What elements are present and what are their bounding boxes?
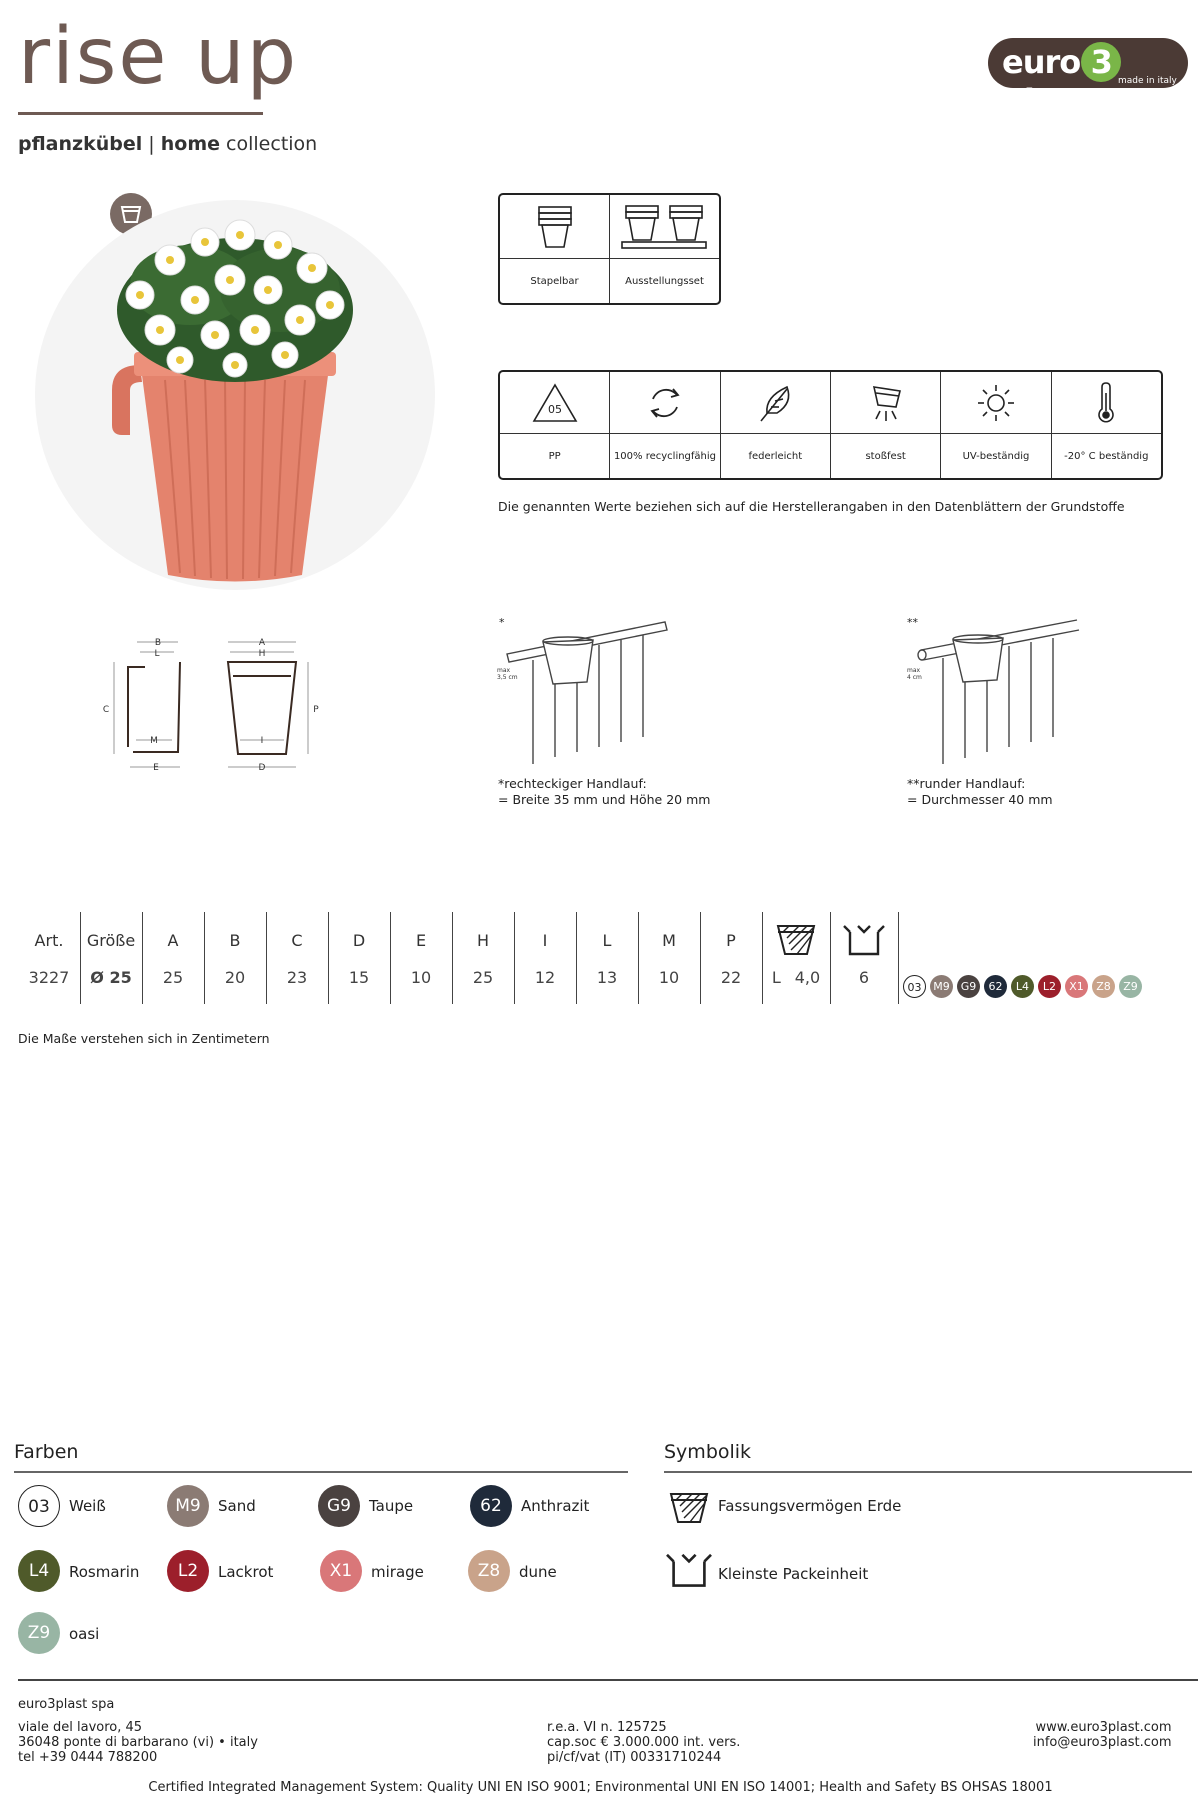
spec-header: A [167,931,179,950]
color-name-x1: mirage [371,1563,424,1581]
brand-logo [988,32,1188,120]
feature-recyclable-icon-cell [610,372,719,434]
soil-capacity-legend-label: Fassungsvermögen Erde [718,1497,902,1515]
feature-box-material [498,370,1163,480]
spec-col-a [142,912,204,1004]
spec-col-d [328,912,390,1004]
soil-capacity-legend-icon [668,1490,710,1526]
colors-section-rule [14,1471,628,1473]
rectangular-rail-drawing [495,612,685,772]
color-swatch-z8: Z8 [468,1550,510,1592]
symbols-section-title: Symbolik [664,1441,752,1463]
spec-col-capacity [762,912,830,1004]
spec-col-l [576,912,638,1004]
dim-label-i: I [260,736,264,746]
page-subtitle [18,133,317,155]
feature-recyclable [610,372,720,478]
page-title: rise up [18,12,299,102]
feature-display-set-icon-cell [610,195,719,259]
color-swatch-l4: L4 [18,1550,60,1592]
soil-capacity-icon [775,922,817,958]
color-swatch-g9: G9 [318,1485,360,1527]
color-name-g9: Taupe [369,1497,414,1515]
logo-part-plast: plast [1002,82,1087,120]
display-set-icon [620,202,710,252]
footer-certification: Certified Integrated Management System: Quality UNI EN ISO 9001; Environmental UNI EN ISO 14001; Health and Safety BS OHSAS 18001 [148,1780,1053,1795]
spec-header: Art. [34,931,64,950]
footer-rule [18,1679,1198,1681]
rail1-marker: * [499,616,505,629]
color-swatch-62: 62 [470,1485,512,1527]
color-name-03: Weiß [69,1497,106,1515]
spec-header: C [291,931,303,950]
package-icon [842,918,886,958]
spec-divider [898,912,899,1004]
spec-value: Ø 25 [90,968,132,987]
color-swatch-03: 03 [18,1485,60,1527]
spec-header: D [352,931,366,950]
feature-stackable-label: Stapelbar [530,275,579,287]
color-swatch-l2: L2 [167,1550,209,1592]
spec-header: I [542,931,548,950]
feature-impact-icon-cell [831,372,940,434]
color-name-z8: dune [519,1563,557,1581]
feature-lightweight-label: federleicht [748,450,803,462]
footer-address [18,1720,258,1765]
feature-pp-icon-cell [500,372,609,434]
product-photo [30,190,440,610]
color-name-l2: Lackrot [218,1563,274,1581]
recycling-code-text: 05 [547,402,562,416]
material-values-note: Die genannten Werte beziehen sich auf die Herstellerangaben in den Datenblättern der Grundstoffe [498,499,1125,514]
feature-lightweight [721,372,831,478]
logo-part-three: 3 [1081,42,1121,82]
color-name-62: Anthrazit [521,1497,590,1515]
footer-registry-line: pi/cf/vat (IT) 00331710244 [547,1750,722,1765]
spec-header: Größe [86,931,136,950]
impact-icon [864,381,908,425]
spec-value: 10 [410,968,432,987]
spec-swatch-03: 03 [903,975,926,998]
dim-label-h: H [258,649,266,659]
spec-col-c [266,912,328,1004]
footer-website-link[interactable]: www.euro3plast.com [1035,1720,1172,1735]
spec-col-pack [830,912,898,1004]
dim-label-e: E [153,763,159,773]
dim-label-c: C [102,705,110,715]
spec-header: P [726,931,736,950]
color-name-l4: Rosmarin [69,1563,140,1581]
logo-part-euro: euro [1002,43,1081,81]
rail2-note [907,776,1053,808]
spec-col-p [700,912,762,1004]
spec-swatch-z9: Z9 [1119,975,1142,998]
spec-value: 10 [658,968,680,987]
spec-swatch-62: 62 [984,975,1007,998]
feature-frost-label: -20° C beständig [1064,450,1149,462]
feature-box-handling [498,193,721,305]
spec-swatch-z8: Z8 [1092,975,1115,998]
recycle-arrows-icon [643,381,687,425]
dimension-drawing [100,632,355,777]
rail1-max-label: max [497,667,511,674]
feature-uv-label: UV-beständig [962,450,1030,462]
spec-col-h [452,912,514,1004]
package-legend-icon [664,1546,714,1590]
rail1-max-value: 3,5 cm [497,674,518,681]
rail2-note-title: **runder Handlauf: [907,776,1026,791]
spec-header: H [476,931,490,950]
spec-value: 20 [224,968,246,987]
color-name-m9: Sand [218,1497,256,1515]
spec-value: 22 [720,968,742,987]
feature-impact-resistant [831,372,941,478]
spec-value: 25 [472,968,494,987]
dim-label-d: D [258,763,266,773]
spec-pack-value: 6 [858,968,870,987]
feature-lightweight-icon-cell [721,372,830,434]
spec-capacity-value [762,958,830,1004]
spec-capacity-header [762,912,830,958]
subtitle-separator: | [142,133,161,155]
color-swatch-m9: M9 [167,1485,209,1527]
spec-value: 12 [534,968,556,987]
feature-stackable-icon-cell [500,195,609,259]
spec-table [18,912,1183,1004]
logo-tagline: made in italy [1118,76,1177,86]
feature-display-set [610,195,719,303]
feature-pp-label: PP [548,450,561,462]
rail1-note-title: *rechteckiger Handlauf: [498,776,647,791]
feature-display-set-label: Ausstellungsset [625,275,704,287]
spec-header: L [602,931,612,950]
spec-value: 3227 [28,968,70,987]
capacity-unit: L [771,968,781,987]
rail2-max-label: max [907,667,921,674]
spec-value: 25 [162,968,184,987]
dim-label-p: P [313,705,319,715]
feature-frost-icon-cell [1052,372,1161,434]
footer-registry-line: r.e.a. VI n. 125725 [547,1720,667,1735]
thermometer-icon [1084,381,1128,425]
feature-pp [500,372,610,478]
capacity-number: 4,0 [794,968,821,987]
symbols-section-rule [664,1471,1192,1473]
feature-stackable [500,195,610,303]
footer-company: euro3plast spa [18,1697,115,1712]
spec-swatch-x1: X1 [1065,975,1088,998]
color-swatch-x1: X1 [320,1550,362,1592]
feature-recyclable-label: 100% recyclingfähig [613,450,717,462]
spec-header: E [415,931,427,950]
dim-label-l: L [154,649,160,659]
spec-col-art [18,912,80,1004]
recycling-05-icon [530,381,580,425]
spec-header: M [662,931,676,950]
spec-col-b [204,912,266,1004]
spec-header: B [229,931,241,950]
dim-label-m: M [150,736,158,746]
stacked-pots-icon [533,203,577,251]
spec-value: 13 [596,968,618,987]
rail1-note-dims: = Breite 35 mm und Höhe 20 mm [498,792,711,807]
feather-icon [753,381,797,425]
footer-email-link[interactable]: info@euro3plast.com [1033,1735,1172,1750]
title-underline [18,112,263,115]
footer-registry [547,1720,740,1765]
spec-col-size [80,912,142,1004]
spec-col-m [638,912,700,1004]
footer-registry-line: cap.soc € 3.000.000 int. vers. [547,1735,741,1750]
spec-col-e [390,912,452,1004]
colors-section-title: Farben [14,1441,79,1463]
feature-impact-label: stoßfest [865,450,906,462]
dimensions-note: Die Maße verstehen sich in Zentimetern [18,1031,270,1046]
spec-swatch-l4: L4 [1011,975,1034,998]
rail2-note-dims: = Durchmesser 40 mm [907,792,1053,807]
rail2-max-value: 4 cm [907,674,922,681]
spec-swatch-m9: M9 [930,975,953,998]
spec-col-i [514,912,576,1004]
color-name-z9: oasi [69,1625,100,1643]
spec-value: 15 [348,968,370,987]
rail1-note [498,776,710,808]
sun-icon [974,381,1018,425]
subtitle-category: pflanzkübel [18,133,143,155]
footer-address-line: 36048 ponte di barbarano (vi) • italy [18,1735,258,1750]
feature-frost-resistant [1052,372,1161,478]
footer-contact [1033,1720,1172,1750]
footer-address-line: viale del lavoro, 45 [18,1720,143,1735]
dim-label-a: A [258,638,266,648]
rail2-marker: ** [907,616,918,629]
footer-phone: tel +39 0444 788200 [18,1750,158,1765]
spec-pack-header [830,912,898,958]
subtitle-collection: collection [220,133,318,155]
feature-uv-resistant [941,372,1051,478]
package-legend-label: Kleinste Packeinheit [718,1565,869,1583]
round-rail-drawing [905,612,1095,772]
spec-swatch-g9: G9 [957,975,980,998]
spec-value: 23 [286,968,308,987]
spec-swatch-l2: L2 [1038,975,1061,998]
color-swatch-z9: Z9 [18,1612,60,1654]
feature-uv-icon-cell [941,372,1050,434]
dim-label-b: B [154,638,162,648]
subtitle-line: home [160,133,221,155]
